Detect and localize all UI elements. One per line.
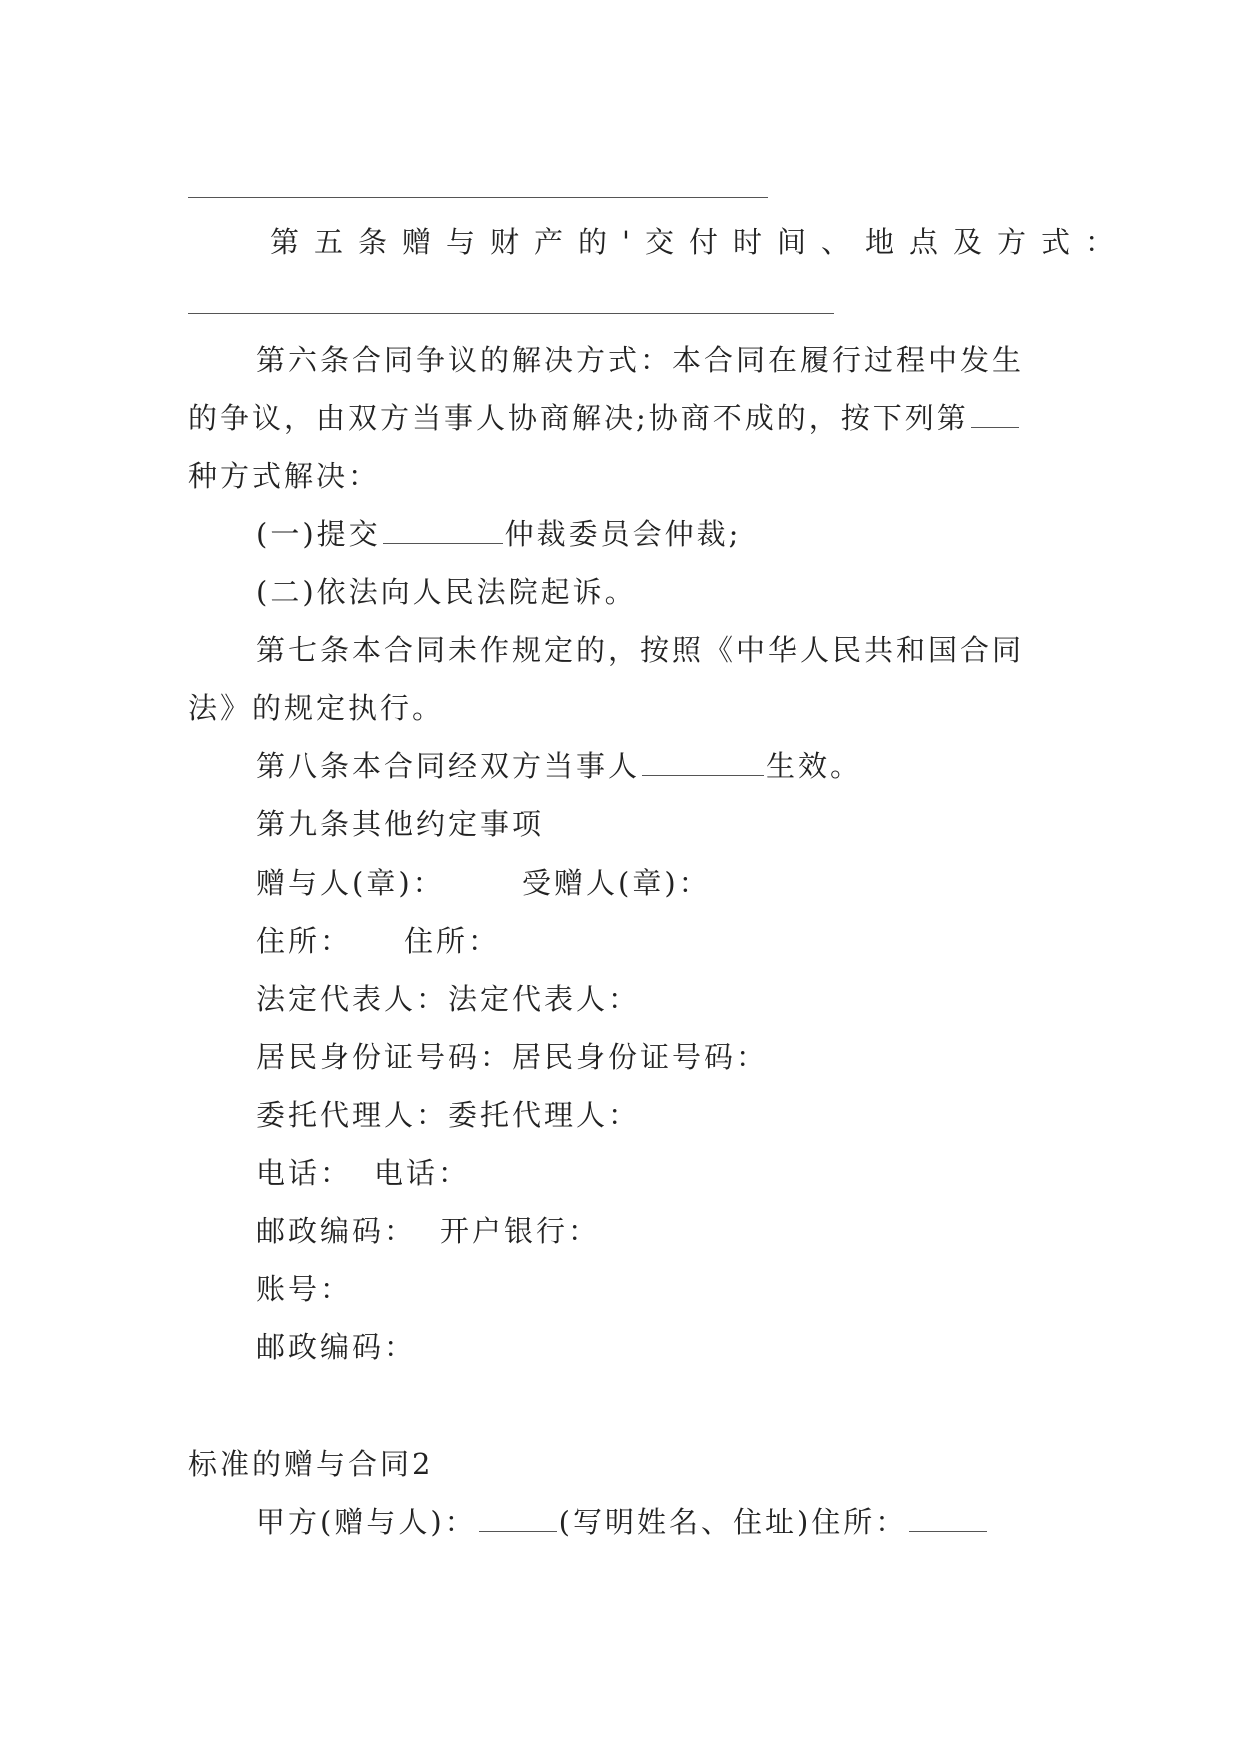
agent-line: [256, 1096, 640, 1134]
seal-line: [256, 864, 445, 902]
donor-address-label: 住所：: [256, 924, 353, 958]
party-a-line: [256, 1503, 989, 1541]
contract-2-title-text: 标准的赠与合同2: [188, 1447, 434, 1481]
legal-rep-line: [256, 980, 640, 1018]
agent-label: 委托代理人：委托代理人：: [256, 1098, 641, 1132]
donor-seal-label: 赠与人(章)：: [256, 866, 445, 900]
account-line: [256, 1270, 352, 1308]
party-a-middle: (写明姓名、住址)住所：: [558, 1505, 908, 1539]
donee-seal-label: 受赠人(章)：: [522, 866, 711, 900]
phone-line: [256, 1154, 352, 1192]
article-6-text: 种方式解决：: [188, 459, 381, 493]
article-7-line-1: [256, 631, 1024, 669]
fill-in-blank: [642, 749, 764, 776]
bank-label: 开户银行：: [440, 1214, 601, 1248]
address-line: [404, 922, 500, 960]
postcode-line: [256, 1328, 416, 1366]
donee-address-label: 住所：: [404, 924, 501, 958]
article-8-suffix: 生效。: [766, 749, 863, 783]
fill-in-blank: [971, 401, 1019, 428]
article-7-text: 第七条本合同未作规定的，按照《中华人民共和国合同: [256, 633, 1025, 667]
article-8-line: [256, 747, 862, 785]
option-1-line: [256, 515, 741, 553]
article-9-line: [256, 805, 544, 843]
phone-line: [374, 1154, 470, 1192]
fill-in-line: [188, 197, 768, 198]
donor-phone-label: 电话：: [256, 1156, 353, 1190]
seal-line: [522, 864, 711, 902]
postcode-label: 邮政编码：: [256, 1214, 417, 1248]
article-6-line-2: [188, 399, 1021, 437]
option-2-text: (二)依法向人民法院起诉。: [256, 575, 637, 609]
fill-in-line: [188, 313, 834, 314]
postcode-bank-line: [440, 1212, 600, 1250]
fill-in-blank: [479, 1505, 557, 1532]
article-6-line-1: [256, 341, 1024, 379]
party-a-prefix: 甲方(赠与人)：: [256, 1505, 477, 1539]
donee-phone-label: 电话：: [374, 1156, 471, 1190]
article-6-line-3: [188, 457, 380, 495]
option-1-prefix: (一)提交: [256, 517, 381, 551]
option-1-suffix: 仲裁委员会仲裁;: [504, 517, 742, 551]
article-6-text: 第六条合同争议的解决方式：本合同在履行过程中发生: [256, 343, 1025, 377]
contract-2-title: [188, 1445, 433, 1483]
article-8-prefix: 第八条本合同经双方当事人: [256, 749, 641, 783]
fill-in-blank: [909, 1505, 987, 1532]
fill-in-blank: [383, 517, 503, 544]
article-7-line-2: [188, 689, 444, 727]
article-9-text: 第九条其他约定事项: [256, 807, 545, 841]
id-number-line: [256, 1038, 768, 1076]
article-5-label: 第五条赠与财产的'交付时间、地点及方式：: [270, 225, 1129, 259]
legal-rep-label: 法定代表人：法定代表人：: [256, 982, 641, 1016]
account-label: 账号：: [256, 1272, 353, 1306]
article-7-text: 法》的规定执行。: [188, 691, 445, 725]
option-2-line: [256, 573, 637, 611]
postcode-bank-line: [256, 1212, 416, 1250]
article-6-text: 的争议，由双方当事人协商解决;协商不成的，按下列第: [188, 401, 969, 435]
id-number-label: 居民身份证号码：居民身份证号码：: [256, 1040, 769, 1074]
address-line: [256, 922, 352, 960]
postcode-label: 邮政编码：: [256, 1330, 417, 1364]
article-5-text: [270, 223, 1129, 261]
